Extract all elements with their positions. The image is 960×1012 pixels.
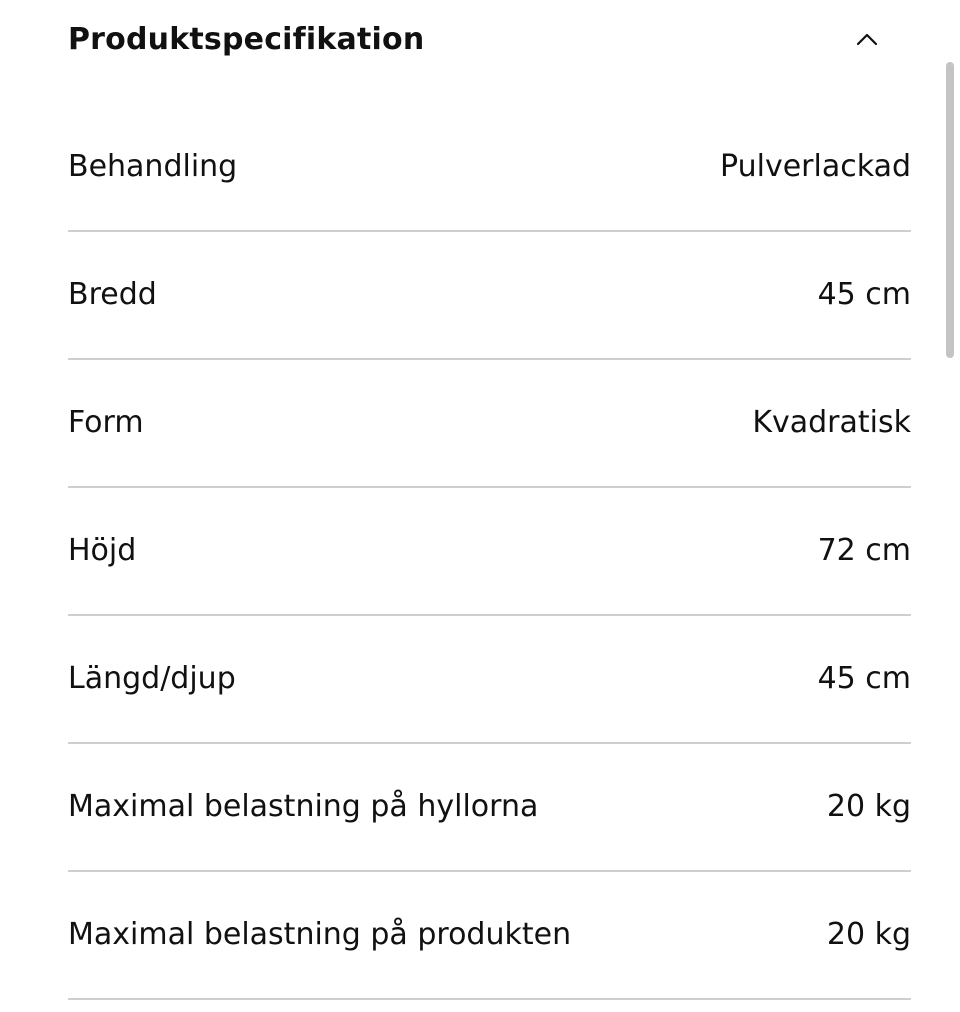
- spec-row-bredd: [68, 232, 911, 360]
- spec-value: 72 cm: [817, 533, 911, 568]
- spec-row-hojd: [68, 488, 911, 616]
- scrollbar-thumb[interactable]: [946, 62, 954, 358]
- spec-row-max-belastning-hyllorna: [68, 744, 911, 872]
- spec-row-form: [68, 360, 911, 488]
- section-header[interactable]: [68, 0, 911, 78]
- spec-row-langd-djup: [68, 616, 911, 744]
- spec-row-behandling: [68, 104, 911, 232]
- spec-label: Höjd: [68, 533, 137, 568]
- spec-label: Bredd: [68, 277, 157, 312]
- spec-value: Pulverlackad: [720, 149, 911, 184]
- spec-row-max-belastning-produkten: [68, 872, 911, 1000]
- spec-label: Behandling: [68, 149, 238, 184]
- spec-value: 45 cm: [817, 277, 911, 312]
- spec-value: 20 kg: [826, 917, 911, 952]
- spec-value: Kvadratisk: [752, 405, 911, 440]
- spec-label: Längd/djup: [68, 661, 236, 696]
- spec-list: [68, 104, 911, 1000]
- spec-value: 20 kg: [826, 789, 911, 824]
- spec-label: Form: [68, 405, 144, 440]
- spec-label: Maximal belastning på hyllorna: [68, 789, 539, 824]
- section-title: Produktspecifikation: [68, 21, 425, 57]
- spec-value: 45 cm: [817, 661, 911, 696]
- chevron-up-icon[interactable]: [849, 21, 885, 57]
- spec-label: Maximal belastning på produkten: [68, 917, 572, 952]
